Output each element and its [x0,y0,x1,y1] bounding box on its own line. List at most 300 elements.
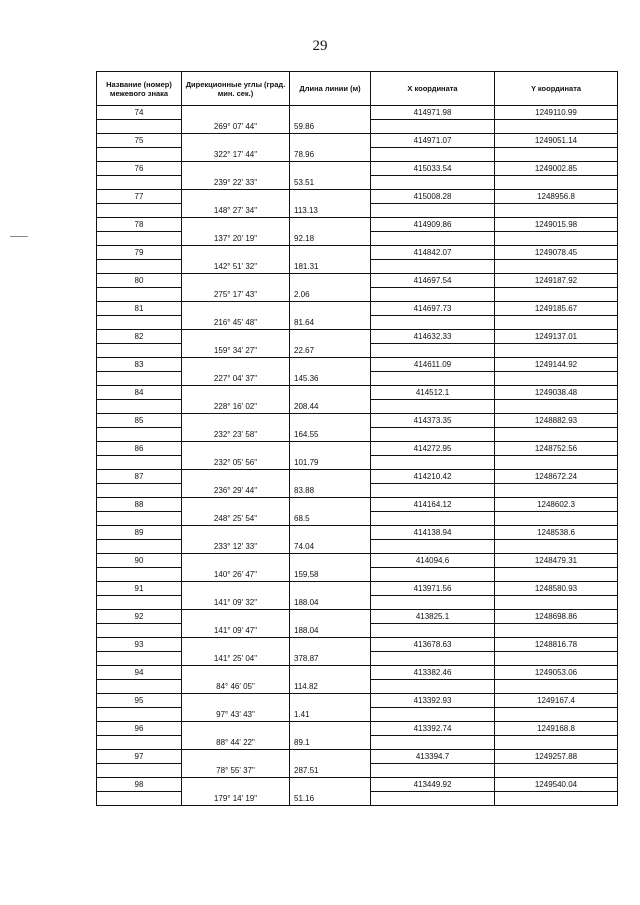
direction-angle-cell: 159° 34' 27" [182,344,290,358]
empty-cell [495,176,618,190]
empty-cell [495,484,618,498]
y-coordinate-cell: 1249053.06 [495,666,618,680]
marker-name-cell: 76 [97,162,182,176]
empty-cell [495,568,618,582]
direction-angle-cell: 137° 20' 19" [182,232,290,246]
direction-angle-cell: 269° 07' 44" [182,120,290,134]
y-coordinate-cell: 1248752.56 [495,442,618,456]
empty-cell [290,218,371,232]
empty-cell [97,204,182,218]
empty-cell [290,750,371,764]
x-coordinate-cell: 414632.33 [371,330,495,344]
table-row [97,554,618,568]
marker-name-cell: 75 [97,134,182,148]
line-length-cell: 2.06 [290,288,371,302]
empty-cell [371,540,495,554]
table-row [97,764,618,778]
empty-cell [97,512,182,526]
empty-cell [371,624,495,638]
empty-cell [371,288,495,302]
empty-cell [371,372,495,386]
empty-cell [371,680,495,694]
line-length-cell: 164.55 [290,428,371,442]
empty-cell [495,652,618,666]
y-coordinate-cell: 1248956.8 [495,190,618,204]
empty-cell [182,470,290,484]
empty-cell [182,386,290,400]
y-coordinate-cell: 1248538.6 [495,526,618,540]
marker-name-cell: 87 [97,470,182,484]
x-coordinate-cell: 413392.93 [371,694,495,708]
direction-angle-cell: 179° 14' 19" [182,792,290,806]
direction-angle-cell: 233° 12' 33" [182,540,290,554]
empty-cell [182,358,290,372]
direction-angle-cell: 97° 43' 43" [182,708,290,722]
x-coordinate-cell: 413382.46 [371,666,495,680]
empty-cell [495,120,618,134]
x-coordinate-cell: 414094.6 [371,554,495,568]
empty-cell [371,736,495,750]
direction-angle-cell: 78° 55' 37" [182,764,290,778]
empty-cell [182,442,290,456]
table-row [97,638,618,652]
y-coordinate-cell: 1248479.31 [495,554,618,568]
x-coordinate-cell: 414164.12 [371,498,495,512]
line-length-cell: 78.96 [290,148,371,162]
table-row [97,596,618,610]
table-row [97,260,618,274]
empty-cell [290,162,371,176]
marker-name-cell: 78 [97,218,182,232]
table-row [97,414,618,428]
line-length-cell: 145.36 [290,372,371,386]
table-row [97,232,618,246]
table-row [97,540,618,554]
table-row [97,694,618,708]
x-coordinate-cell: 413971.56 [371,582,495,596]
empty-cell [97,428,182,442]
empty-cell [182,750,290,764]
y-coordinate-cell: 1249144.92 [495,358,618,372]
x-coordinate-cell: 413825.1 [371,610,495,624]
table-row [97,778,618,792]
empty-cell [290,414,371,428]
marker-name-cell: 95 [97,694,182,708]
marker-name-cell: 82 [97,330,182,344]
direction-angle-cell: 232° 05' 56" [182,456,290,470]
empty-cell [290,638,371,652]
empty-cell [182,666,290,680]
empty-cell [182,694,290,708]
empty-cell [182,134,290,148]
header-y-coordinate: Y координата [495,72,618,106]
x-coordinate-cell: 413449.92 [371,778,495,792]
direction-angle-cell: 88° 44' 22" [182,736,290,750]
empty-cell [97,372,182,386]
x-coordinate-cell: 414373.35 [371,414,495,428]
direction-angle-cell: 248° 25' 54" [182,512,290,526]
empty-cell [290,106,371,120]
empty-cell [495,148,618,162]
x-coordinate-cell: 413394.7 [371,750,495,764]
empty-cell [371,148,495,162]
x-coordinate-cell: 414512.1 [371,386,495,400]
marker-name-cell: 94 [97,666,182,680]
marker-name-cell: 98 [97,778,182,792]
empty-cell [495,428,618,442]
empty-cell [97,260,182,274]
line-length-cell: 287.51 [290,764,371,778]
line-length-cell: 51.16 [290,792,371,806]
x-coordinate-cell: 414971.07 [371,134,495,148]
marker-name-cell: 96 [97,722,182,736]
line-length-cell: 83.88 [290,484,371,498]
marker-name-cell: 81 [97,302,182,316]
marker-name-cell: 83 [97,358,182,372]
empty-cell [371,456,495,470]
empty-cell [182,414,290,428]
empty-cell [495,288,618,302]
y-coordinate-cell: 1249015.98 [495,218,618,232]
table-row [97,680,618,694]
empty-cell [182,330,290,344]
x-coordinate-cell: 413678.63 [371,638,495,652]
empty-cell [371,204,495,218]
marker-name-cell: 79 [97,246,182,260]
direction-angle-cell: 141° 09' 47" [182,624,290,638]
empty-cell [290,302,371,316]
y-coordinate-cell: 1249540.04 [495,778,618,792]
empty-cell [290,190,371,204]
header-direction-angle: Дирекционные углы (град. мин. сек.) [182,72,290,106]
marker-name-cell: 92 [97,610,182,624]
table-row [97,470,618,484]
y-coordinate-cell: 1249137.01 [495,330,618,344]
empty-cell [182,554,290,568]
marker-name-cell: 90 [97,554,182,568]
line-length-cell: 114.82 [290,680,371,694]
header-marker-name: Название (номер) межевого знака [97,72,182,106]
empty-cell [290,498,371,512]
line-length-cell: 53.51 [290,176,371,190]
table-row [97,722,618,736]
empty-cell [290,134,371,148]
empty-cell [495,232,618,246]
table-row [97,204,618,218]
empty-cell [371,120,495,134]
y-coordinate-cell: 1249038.48 [495,386,618,400]
table-row [97,386,618,400]
empty-cell [97,400,182,414]
marker-name-cell: 74 [97,106,182,120]
empty-cell [290,526,371,540]
table-row [97,792,618,806]
empty-cell [97,540,182,554]
header-x-coordinate: Х координата [371,72,495,106]
direction-angle-cell: 140° 26' 47" [182,568,290,582]
empty-cell [97,120,182,134]
empty-cell [97,652,182,666]
marker-name-cell: 93 [97,638,182,652]
line-length-cell: 378.87 [290,652,371,666]
empty-cell [97,568,182,582]
empty-cell [182,498,290,512]
y-coordinate-cell: 1249185.67 [495,302,618,316]
empty-cell [290,778,371,792]
empty-cell [97,232,182,246]
empty-cell [495,708,618,722]
empty-cell [182,582,290,596]
empty-cell [290,610,371,624]
line-length-cell: 1.41 [290,708,371,722]
table-row [97,190,618,204]
direction-angle-cell: 275° 17' 43" [182,288,290,302]
table-row [97,624,618,638]
y-coordinate-cell: 1249078.45 [495,246,618,260]
empty-cell [182,218,290,232]
table-row [97,330,618,344]
y-coordinate-cell: 1248882.93 [495,414,618,428]
empty-cell [371,764,495,778]
line-length-cell: 181.31 [290,260,371,274]
table-row [97,358,618,372]
direction-angle-cell: 236° 29' 44" [182,484,290,498]
table-row [97,274,618,288]
empty-cell [182,246,290,260]
empty-cell [290,442,371,456]
x-coordinate-cell: 415008.28 [371,190,495,204]
line-length-cell: 22.67 [290,344,371,358]
table-row [97,736,618,750]
line-length-cell: 188.04 [290,624,371,638]
table-row [97,708,618,722]
empty-cell [97,288,182,302]
empty-cell [97,624,182,638]
empty-cell [290,722,371,736]
empty-cell [495,764,618,778]
empty-cell [371,176,495,190]
table-row [97,316,618,330]
x-coordinate-cell: 414697.54 [371,274,495,288]
empty-cell [290,274,371,288]
x-coordinate-cell: 414138.94 [371,526,495,540]
line-length-cell: 81.64 [290,316,371,330]
y-coordinate-cell: 1248602.3 [495,498,618,512]
direction-angle-cell: 227° 04' 37" [182,372,290,386]
table-row [97,526,618,540]
y-coordinate-cell: 1248816.78 [495,638,618,652]
empty-cell [495,316,618,330]
y-coordinate-cell: 1248698.86 [495,610,618,624]
table-row [97,344,618,358]
empty-cell [182,302,290,316]
empty-cell [495,344,618,358]
empty-cell [495,372,618,386]
empty-cell [495,596,618,610]
empty-cell [182,274,290,288]
marker-name-cell: 84 [97,386,182,400]
y-coordinate-cell: 1249168.8 [495,722,618,736]
direction-angle-cell: 216° 45' 48" [182,316,290,330]
empty-cell [97,792,182,806]
y-coordinate-cell: 1249051.14 [495,134,618,148]
y-coordinate-cell: 1249167.4 [495,694,618,708]
table-row [97,442,618,456]
empty-cell [290,554,371,568]
table-row [97,456,618,470]
x-coordinate-cell: 414272.95 [371,442,495,456]
marker-name-cell: 80 [97,274,182,288]
empty-cell [97,680,182,694]
table-row [97,400,618,414]
empty-cell [97,456,182,470]
table-row [97,246,618,260]
x-coordinate-cell: 414611.09 [371,358,495,372]
empty-cell [182,106,290,120]
table-row [97,750,618,764]
direction-angle-cell: 232° 23' 58" [182,428,290,442]
empty-cell [97,764,182,778]
empty-cell [97,484,182,498]
empty-cell [290,358,371,372]
x-coordinate-cell: 415033.54 [371,162,495,176]
table-row [97,302,618,316]
empty-cell [290,694,371,708]
table-row [97,148,618,162]
empty-cell [371,232,495,246]
empty-cell [371,428,495,442]
empty-cell [97,148,182,162]
y-coordinate-cell: 1249257.88 [495,750,618,764]
marker-name-cell: 97 [97,750,182,764]
direction-angle-cell: 239° 22' 33" [182,176,290,190]
table-row [97,176,618,190]
empty-cell [182,190,290,204]
table-row [97,484,618,498]
empty-cell [97,176,182,190]
line-length-cell: 59.86 [290,120,371,134]
table-row [97,372,618,386]
line-length-cell: 113.13 [290,204,371,218]
empty-cell [97,316,182,330]
x-coordinate-cell: 413392.74 [371,722,495,736]
empty-cell [182,722,290,736]
line-length-cell: 92.18 [290,232,371,246]
marker-name-cell: 77 [97,190,182,204]
empty-cell [371,512,495,526]
table-row [97,568,618,582]
empty-cell [182,638,290,652]
y-coordinate-cell: 1249110.99 [495,106,618,120]
table-header-row [97,72,618,106]
empty-cell [290,330,371,344]
table-row [97,582,618,596]
direction-angle-cell: 148° 27' 34" [182,204,290,218]
table-row [97,218,618,232]
direction-angle-cell: 84° 46' 05" [182,680,290,694]
empty-cell [290,246,371,260]
table-row [97,666,618,680]
direction-angle-cell: 141° 25' 04" [182,652,290,666]
empty-cell [371,596,495,610]
empty-cell [97,736,182,750]
empty-cell [371,652,495,666]
direction-angle-cell: 228° 16' 02" [182,400,290,414]
line-length-cell: 68.5 [290,512,371,526]
line-length-cell: 208.44 [290,400,371,414]
direction-angle-cell: 322° 17' 44" [182,148,290,162]
empty-cell [495,736,618,750]
marker-name-cell: 88 [97,498,182,512]
empty-cell [495,400,618,414]
empty-cell [371,260,495,274]
table-row [97,512,618,526]
marker-name-cell: 85 [97,414,182,428]
empty-cell [290,666,371,680]
empty-cell [495,204,618,218]
table-row [97,288,618,302]
empty-cell [495,792,618,806]
empty-cell [371,484,495,498]
empty-cell [371,708,495,722]
x-coordinate-cell: 414909.86 [371,218,495,232]
empty-cell [97,596,182,610]
x-coordinate-cell: 414210.42 [371,470,495,484]
empty-cell [495,680,618,694]
header-line-length: Длина линии (м) [290,72,371,106]
empty-cell [495,624,618,638]
table-row [97,134,618,148]
empty-cell [182,778,290,792]
table-body [97,106,618,806]
empty-cell [371,792,495,806]
empty-cell [371,344,495,358]
line-length-cell: 89.1 [290,736,371,750]
boundary-coordinates-table [96,71,618,806]
table-row [97,120,618,134]
empty-cell [182,162,290,176]
direction-angle-cell: 142° 51' 32" [182,260,290,274]
marker-name-cell: 91 [97,582,182,596]
table-row [97,428,618,442]
empty-cell [290,582,371,596]
y-coordinate-cell: 1248672.24 [495,470,618,484]
table-row [97,106,618,120]
y-coordinate-cell: 1248580.93 [495,582,618,596]
empty-cell [495,512,618,526]
page-number: 29 [312,38,328,54]
empty-cell [290,470,371,484]
empty-cell [290,386,371,400]
empty-cell [182,526,290,540]
empty-cell [371,316,495,330]
line-length-cell: 188.04 [290,596,371,610]
line-length-cell: 74.04 [290,540,371,554]
x-coordinate-cell: 414971.98 [371,106,495,120]
empty-cell [97,344,182,358]
empty-cell [97,708,182,722]
margin-mark [10,236,28,237]
y-coordinate-cell: 1249187.92 [495,274,618,288]
x-coordinate-cell: 414842.07 [371,246,495,260]
empty-cell [371,400,495,414]
table-row [97,162,618,176]
y-coordinate-cell: 1249002.85 [495,162,618,176]
line-length-cell: 159.58 [290,568,371,582]
table-row [97,610,618,624]
marker-name-cell: 89 [97,526,182,540]
empty-cell [495,260,618,274]
